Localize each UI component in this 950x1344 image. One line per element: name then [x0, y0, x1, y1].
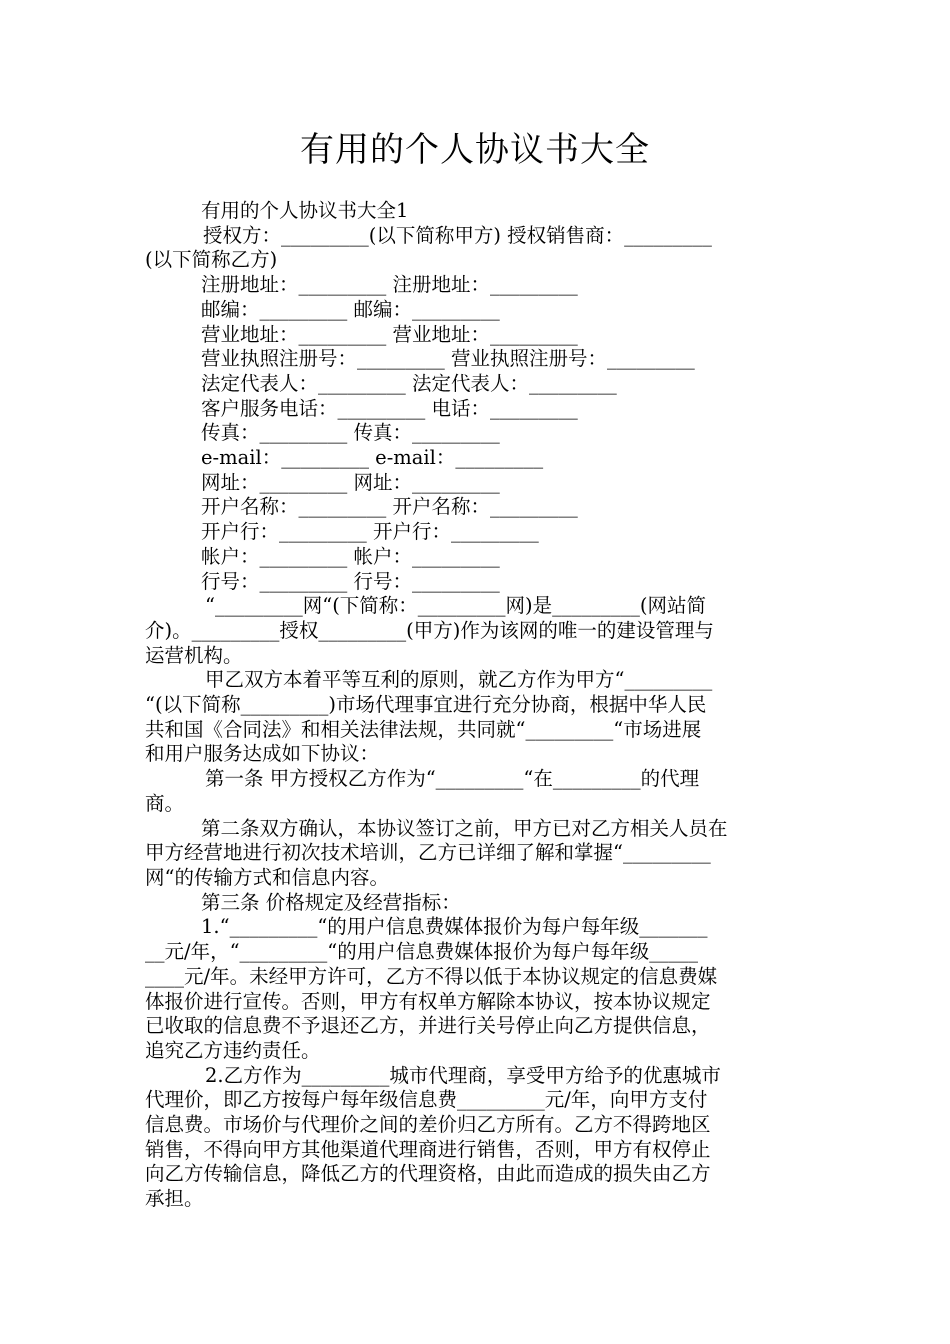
doc-line: 和用户服务达成如下协议：	[145, 742, 380, 766]
doc-line: 第一条 甲方授权乙方作为“_________“在_________的代理	[205, 767, 700, 791]
doc-line: 行号：_________ 行号：_________	[201, 569, 500, 593]
doc-line: 1.“_________“的用户信息费媒体报价为每户每年级_______	[201, 915, 708, 939]
doc-line: 销售，不得向甲方其他渠道代理商进行销售，否则，甲方有权停止	[145, 1137, 711, 1161]
doc-line: 邮编：_________ 邮编：_________	[201, 297, 500, 321]
doc-line: 追究乙方违约责任。	[145, 1038, 321, 1062]
doc-line: 营业执照注册号：_________ 营业执照注册号：_________	[201, 347, 695, 371]
doc-line: 帐户：_________ 帐户：_________	[201, 544, 500, 568]
doc-line: “(以下简称_________)市场代理事宜进行充分协商，根据中华人民	[145, 693, 707, 717]
doc-line: 代理价，即乙方按每户每年级信息费_________元/年，向甲方支付	[145, 1088, 708, 1112]
doc-line: 商。	[145, 791, 185, 815]
document-body	[145, 199, 807, 1212]
doc-line: __元/年，“_________“的用户信息费媒体报价为每户每年级_____	[145, 940, 699, 964]
doc-line: 网“的传输方式和信息内容。	[145, 865, 389, 889]
document-title: 有用的个人协议书大全	[300, 130, 650, 170]
doc-line: 开户名称：_________ 开户名称：_________	[201, 495, 578, 519]
doc-line: “_________网“(下简称：_________网)是_________(网站简	[205, 594, 707, 618]
doc-line: e-mail：_________ e-mail：_________	[201, 446, 544, 470]
doc-line: 向乙方传输信息，降低乙方的代理资格，由此而造成的损失由乙方	[145, 1162, 711, 1186]
doc-line: 甲方经营地进行初次技术培训，乙方已详细了解和掌握“_________	[145, 841, 711, 865]
doc-line: 体报价进行宣传。否则，甲方有权单方解除本协议，按本协议规定	[145, 989, 711, 1013]
doc-line: 注册地址：_________ 注册地址：_________	[201, 273, 578, 297]
doc-line: ____元/年。未经甲方许可，乙方不得以低于本协议规定的信息费媒	[145, 964, 718, 988]
doc-line: 甲乙双方本着平等互利的原则，就乙方作为甲方“_________	[205, 668, 713, 692]
doc-line: 2.乙方作为_________城市代理商，享受甲方给予的优惠城市	[205, 1063, 721, 1087]
doc-line-subtitle: 有用的个人协议书大全1	[201, 199, 409, 222]
doc-line: 第二条双方确认，本协议签订之前，甲方已对乙方相关人员在	[201, 816, 728, 840]
doc-line: 开户行：_________ 开户行：_________	[201, 520, 539, 544]
doc-line: 法定代表人：_________ 法定代表人：_________	[201, 371, 617, 395]
doc-line: 第三条 价格规定及经营指标：	[201, 890, 461, 914]
doc-line: 承担。	[145, 1187, 204, 1211]
doc-line: 信息费。市场价与代理价之间的差价归乙方所有。乙方不得跨地区	[145, 1113, 711, 1137]
doc-line: 已收取的信息费不予退还乙方，并进行关号停止向乙方提供信息，	[145, 1014, 711, 1038]
doc-line: 介)。_________授权_________(甲方)作为该网的唯一的建设管理与	[145, 618, 714, 642]
doc-line: 客户服务电话：_________ 电话：_________	[201, 396, 578, 420]
doc-line: 网址：_________ 网址：_________	[201, 470, 500, 494]
doc-line: 营业地址：_________ 营业地址：_________	[201, 322, 578, 346]
doc-line: 传真：_________ 传真：_________	[201, 421, 500, 445]
doc-line: 共和国《合同法》和相关法律法规，共同就“_________“市场进展	[145, 717, 702, 741]
doc-line: 运营机构。	[145, 643, 243, 667]
doc-line: (以下简称乙方)	[145, 248, 278, 272]
doc-line: 授权方：_________(以下简称甲方) 授权销售商：_________	[203, 223, 712, 247]
